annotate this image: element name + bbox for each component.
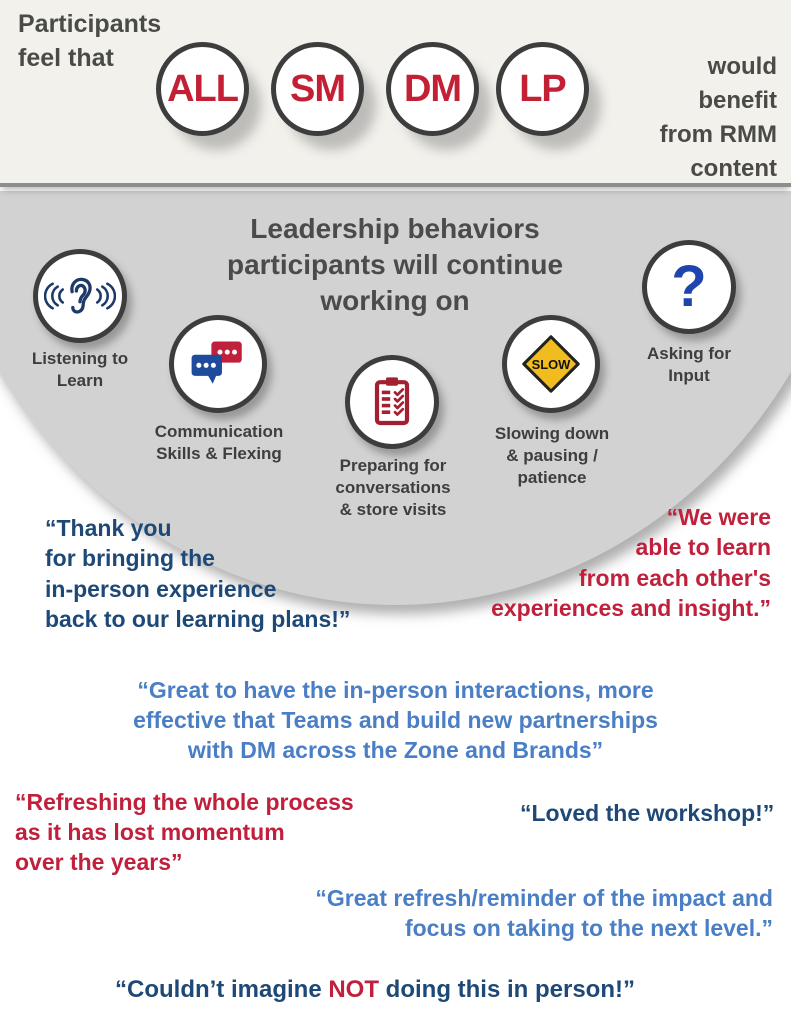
quote-highlight-not: NOT [328,976,379,1003]
question-mark-icon: ? [671,254,707,319]
title-line: participants will continue [226,248,564,280]
intro-line: Participants [18,10,162,38]
quote-line: with DM across the Zone and Brands” [187,736,604,763]
audience-oval-all [156,42,249,136]
quote-line: “Refreshing the whole process [15,789,354,815]
quote-line: “We were [666,504,771,530]
behavior-circle-slowing [502,315,600,413]
benefit-line: would [707,53,777,80]
audience-oval-dm [386,42,479,136]
label-line: Slowing down [494,424,610,443]
label-line: patience [517,468,587,488]
quote-line: in-person experience [45,575,277,602]
label-line: Preparing for [339,456,447,475]
quote-line: from each other's [578,564,771,591]
quote-thank-you [45,513,350,634]
label-line: & store visits [339,500,447,520]
quote-line: “Great to have the in-person interactions, more [137,677,654,703]
quote-line: focus on taking to the next level.” [404,915,773,942]
slow-sign-icon [517,330,585,398]
speech-bubbles-icon [185,331,251,397]
quote-great-refresh [315,883,773,944]
audience-label: LP [519,67,566,110]
quote-line: experiences and insight.” [491,595,771,622]
benefit-text [660,50,777,186]
behavior-label-preparing [308,455,478,521]
label-line: conversations [335,478,451,498]
audience-label: SM [290,67,345,110]
quote-line: for bringing the [45,545,215,572]
quote-loved-workshop [520,798,774,828]
audience-oval-lp [496,42,589,136]
quote-line: effective that Teams and build new partnerships [133,706,658,733]
clipboard-checklist-icon [362,372,422,432]
quote-line: “Thank you [45,515,172,541]
benefit-line: benefit [698,87,777,115]
header-section [0,0,791,187]
audience-label: DM [403,67,462,110]
quote-couldnt-imagine [0,974,750,1006]
benefit-line: from RMM [659,121,777,149]
quote-in-person [0,676,791,766]
quote-line: over the years” [15,848,183,875]
quote-line: as it has lost momentum [15,818,285,845]
quote-part: doing this in person!” [379,976,635,1003]
quote-refreshing [15,788,354,878]
behavior-label-slowing [468,423,636,489]
label-line: & pausing / [506,446,598,466]
slow-sign-text: SLOW [531,356,571,372]
quote-line: able to learn [635,534,771,561]
ear-icon [44,260,116,332]
behavior-label-asking [616,343,762,387]
behavior-circle-asking [642,240,736,334]
behavior-circle-preparing [345,355,439,449]
quote-line: “Loved the workshop!” [520,800,775,826]
audience-label: ALL [167,67,238,110]
behavior-label-communication [128,421,310,465]
title-line: working on [320,284,470,316]
quote-part: “Couldn’t imagine [115,976,329,1003]
intro-line: feel that [18,43,114,72]
label-line: Skills & Flexing [156,444,282,464]
intro-text [18,8,161,76]
label-line: Communication [154,422,284,441]
title-line: Leadership behaviors [250,213,540,244]
quote-line: “Great refresh/reminder of the impact and [315,885,773,911]
benefit-line: content [690,155,777,183]
behavior-circle-listening [33,249,127,343]
label-line: Listening to [31,349,129,368]
section-title [145,211,645,318]
behavior-circle-communication [169,315,267,413]
quote-we-were [491,502,771,623]
quote-line: back to our learning plans!” [45,606,351,633]
label-line: Asking for [646,344,732,363]
label-line: Input [668,366,710,386]
behavior-label-listening [5,348,155,392]
label-line: Learn [56,371,104,391]
audience-oval-sm [271,42,364,136]
